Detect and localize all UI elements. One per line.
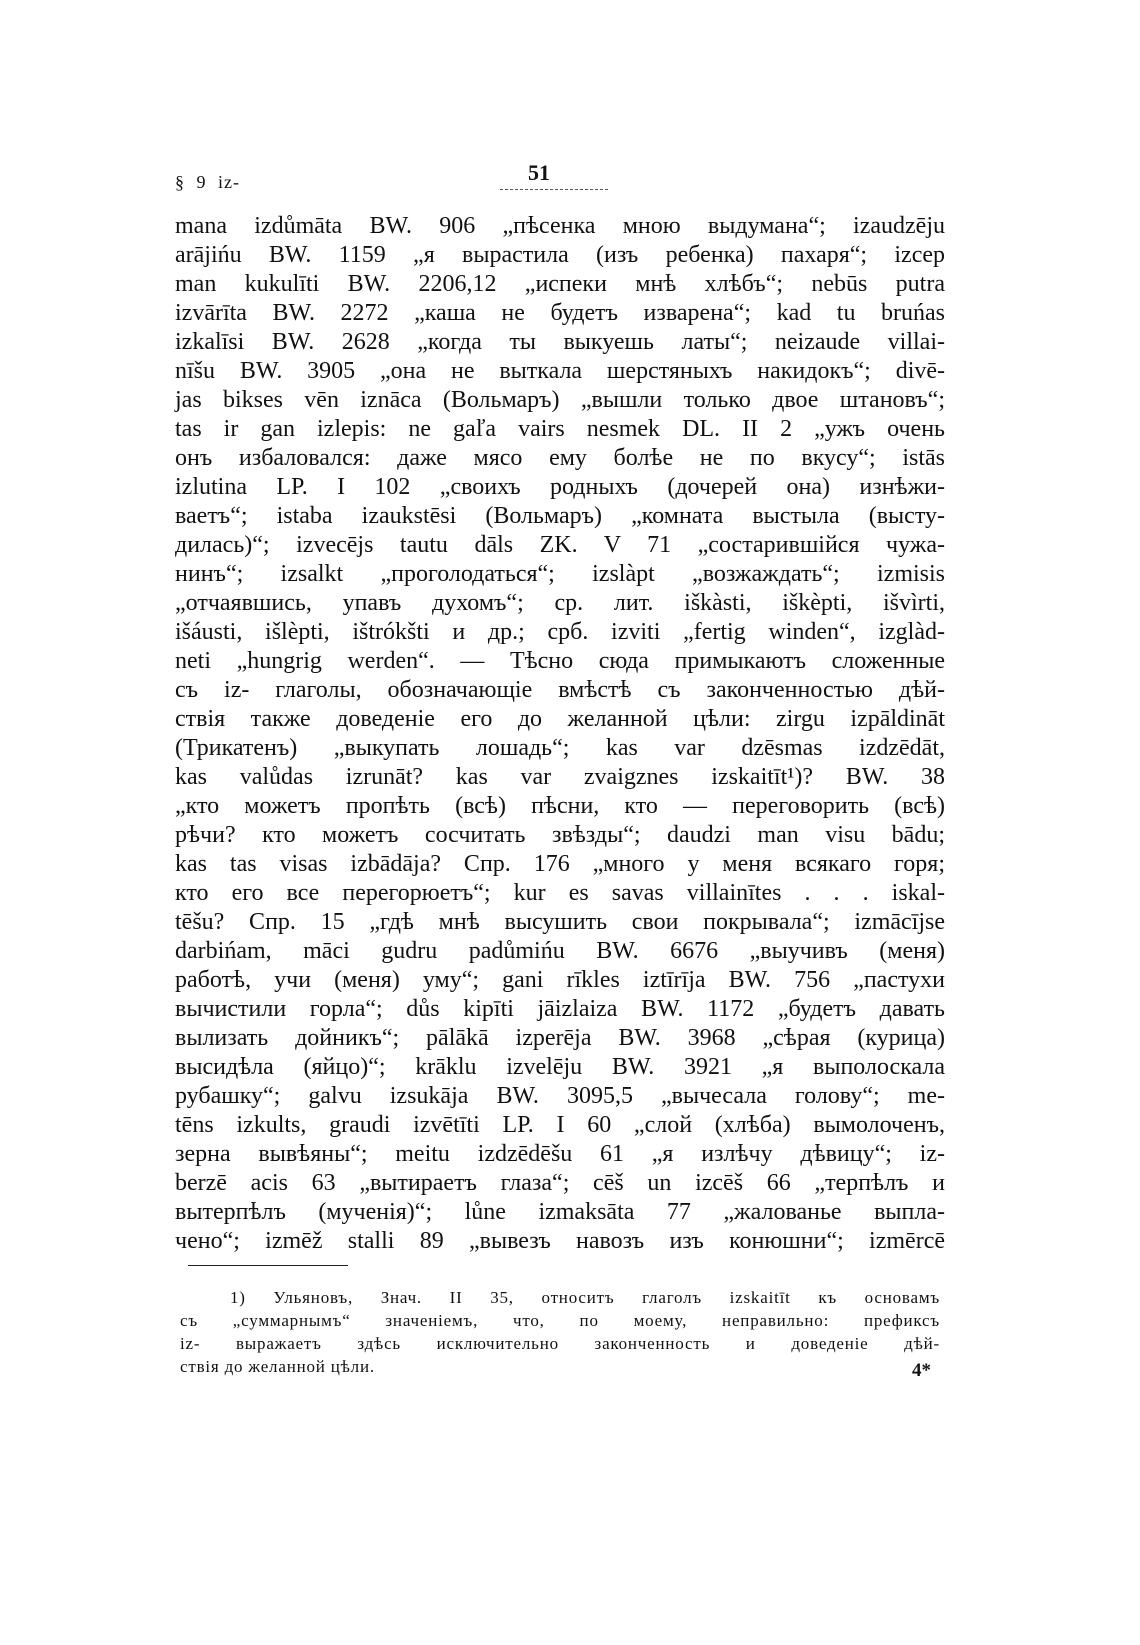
text-line: рубашку“; galvu izsukāja BW. 3095,5 „вычесала голову“; me-	[175, 1083, 945, 1109]
text-line: вычистили горла“; důs kipīti jāizlaiza BW. 1172 „будетъ давать	[175, 996, 945, 1022]
text-line: (Трикатенъ) „выкупать лошадь“; kas var dzēsmas izdzēdāt,	[175, 735, 945, 761]
text-line: nīšu BW. 3905 „она не выткала шерстяныхъ накидокъ“; divē-	[175, 358, 945, 384]
text-line: зерна вывѣяны“; meitu izdzēdēšu 61 „я излѣчу дѣвицу“; iz-	[175, 1141, 945, 1167]
text-line: кто его все перегорюетъ“; kur es savas villainītes . . . iskal-	[175, 880, 945, 906]
text-line: arājińu BW. 1159 „я вырастила (изъ ребенка) пахаря“; izcep	[175, 242, 945, 268]
text-line: вылизать дойникъ“; pālākā izperēja BW. 3968 „сѣрая (курица)	[175, 1025, 945, 1051]
text-line: kas valůdas izrunāt? kas var zvaigznes izskaitīt¹)? BW. 38	[175, 764, 945, 790]
text-line: „отчаявшись, упавъ духомъ“; ср. лит. iškàsti, iškèpti, išvìrti,	[175, 590, 945, 616]
text-line: tēns izkults, graudi izvētīti LP. I 60 „слой (хлѣба) вымолоченъ,	[175, 1112, 945, 1138]
text-line: man kukulīti BW. 2206,12 „испеки мнѣ хлѣбъ“; nebūs putra	[175, 271, 945, 297]
text-line: izlutina LP. I 102 „своихъ родныхъ (дочерей она) изнѣжи-	[175, 474, 945, 500]
text-line: работѣ, учи (меня) уму“; gani rīkles iztīrīja BW. 756 „пастухи	[175, 967, 945, 993]
text-line: рѣчи? кто можетъ сосчитать звѣзды“; daudzi man visu bādu;	[175, 822, 945, 848]
text-line: išáusti, išlèpti, ištrókšti и др.; срб. izviti „fertig winden“, izglàd-	[175, 619, 945, 645]
footnote	[180, 1286, 940, 1378]
footnote-line: съ „суммарнымъ“ значеніемъ, что, по моему, неправильно: префиксъ	[180, 1311, 940, 1330]
text-line: neti „hungrig werden“. — Тѣсно сюда примыкаютъ сложенные	[175, 648, 945, 674]
text-line: ваетъ“; istaba izaukstēsi (Вольмаръ) „комната выстыла (высту-	[175, 503, 945, 529]
footnote-line: 1) Ульяновъ, Знач. II 35, относитъ глаголъ izskaitīt къ основамъ	[230, 1288, 940, 1307]
text-line: „кто можетъ пропѣть (всѣ) пѣсни, кто — переговорить (всѣ)	[175, 793, 945, 819]
text-line: съ iz- глаголы, обозначающіе вмѣстѣ съ законченностью дѣй-	[175, 677, 945, 703]
signature-mark: 4*	[912, 1360, 931, 1381]
text-line: чено“; izmēž stalli 89 „вывезъ навозъ изъ конюшни“; izmērcē	[175, 1228, 945, 1254]
footnote-line: iz- выражаетъ здѣсь исключительно законченность и доведеніе дѣй-	[180, 1334, 940, 1353]
text-line: tēšu? Спр. 15 „гдѣ мнѣ высушить свои покрывала“; izmācījse	[175, 909, 945, 935]
text-line: онъ избаловался: даже мясо ему болѣе не по вкусу“; istās	[175, 445, 945, 471]
text-line: izkalīsi BW. 2628 „когда ты выкуешь латы“; neizaude villai-	[175, 329, 945, 355]
text-line: jas bikses vēn iznāca (Вольмаръ) „вышли только двое штановъ“;	[175, 387, 945, 413]
text-line: нинъ“; izsalkt „проголодаться“; izslàpt „возжаждать“; izmisis	[175, 561, 945, 587]
section-marker: § 9 iz-	[175, 172, 240, 192]
text-line: izvārīta BW. 2272 „каша не будетъ изварена“; kad tu bruńas	[175, 300, 945, 326]
page-number: 51	[528, 160, 550, 185]
text-line: darbińam, māci gudru padůmińu BW. 6676 „выучивъ (меня)	[175, 938, 945, 964]
header-rule	[500, 189, 608, 190]
text-line: высидѣла (яйцо)“; krāklu izvelēju BW. 3921 „я выполоскала	[175, 1054, 945, 1080]
footnote-line: ствія до желанной цѣли.	[180, 1357, 375, 1376]
text-line: berzē acis 63 „вытираетъ глаза“; cēš un izcēš 66 „терпѣлъ и	[175, 1170, 945, 1196]
main-text	[175, 212, 945, 1256]
text-line: вытерпѣлъ (мученія)“; lůne izmaksāta 77 „жалованье выпла-	[175, 1199, 945, 1225]
text-line: kas tas visas izbādāja? Спр. 176 „много у меня всякаго горя;	[175, 851, 945, 877]
text-line: ствія также доведеніе его до желанной цѣли: zirgu izpāldināt	[175, 706, 945, 732]
footnote-rule	[188, 1265, 348, 1266]
text-line: tas ir gan izlepis: ne gaľa vairs nesmek DL. II 2 „ужъ очень	[175, 416, 945, 442]
text-line: mana izdůmāta BW. 906 „пѣсенка мною выдумана“; izaudzēju	[175, 213, 945, 239]
text-line: дилась)“; izvecējs tautu dāls ZK. V 71 „состарившійся чужа-	[175, 532, 945, 558]
